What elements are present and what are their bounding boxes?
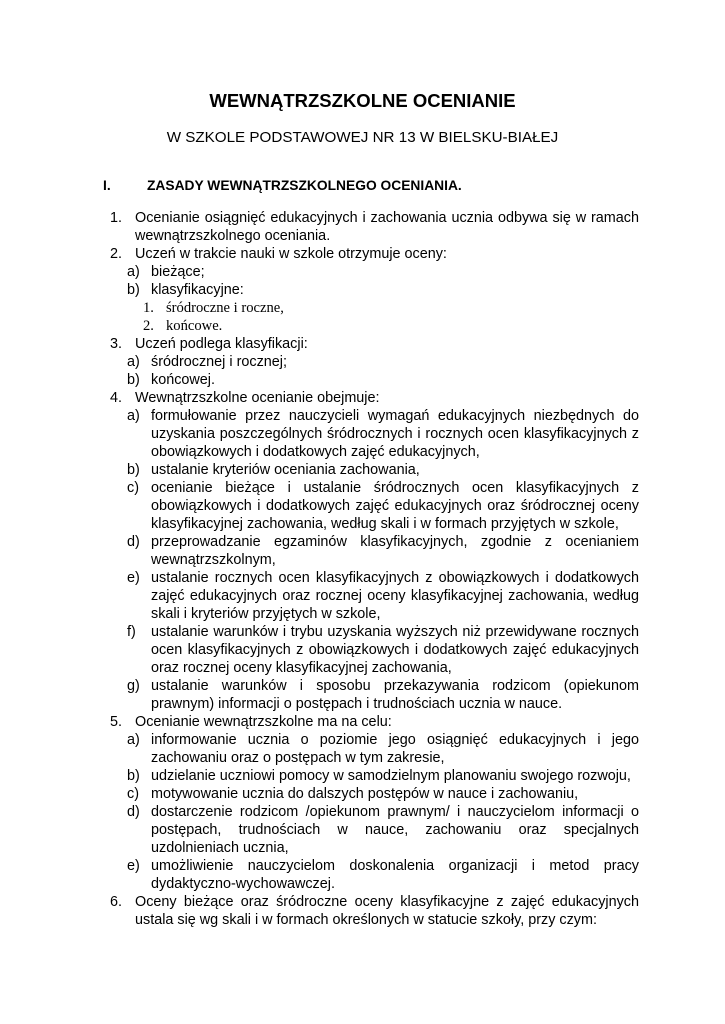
list-item bbox=[0, 677, 725, 713]
list-item-text: śródrocznej i rocznej; bbox=[151, 354, 287, 370]
list-item bbox=[0, 281, 725, 299]
document-body bbox=[0, 209, 725, 929]
list-item-text: ustalanie warunków i trybu uzyskania wyższych niż przewidywane rocznych ocen klasyfikacyjnych z obowiązkowych i dodatkowych zajęć edukacyjnych oraz rocznej oceny klasyfikacyjnej zachowania, bbox=[151, 624, 639, 676]
list-item bbox=[0, 713, 725, 731]
list-item-text: przeprowadzanie egzaminów klasyfikacyjnych, zgodnie z ocenianiem wewnątrzszkolnym, bbox=[151, 534, 639, 568]
list-item bbox=[0, 299, 725, 317]
list-item-text: ocenianie bieżące i ustalanie śródrocznych ocen klasyfikacyjnych z obowiązkowych i dodatkowych zajęć edukacyjnych oraz śródrocznej oceny klasyfikacyjnej zachowania, według skali i w formach przyjętych w szkole, bbox=[151, 480, 639, 532]
list-item-marker: 5. bbox=[110, 714, 123, 730]
list-item-text: Oceny bieżące oraz śródroczne oceny klasyfikacyjne z zajęć edukacyjnych ustala się wg skali i w formach określonych w statucie szkoły, przy czym: bbox=[135, 894, 639, 928]
list-item-text: bieżące; bbox=[151, 264, 205, 280]
list-item-marker: 6. bbox=[110, 894, 123, 910]
list-item-text: Uczeń podlega klasyfikacji: bbox=[135, 336, 308, 352]
list-item-text: ustalanie kryteriów oceniania zachowania, bbox=[151, 462, 420, 478]
list-item-marker: a) bbox=[127, 264, 140, 280]
list-item-text: informowanie ucznia o poziomie jego osiągnięć edukacyjnych i jego zachowaniu oraz o postępach w tym zakresie, bbox=[151, 732, 639, 766]
list-item bbox=[0, 461, 725, 479]
list-item-marker: 1. bbox=[143, 300, 154, 316]
list-item-marker: e) bbox=[127, 570, 140, 586]
list-item-marker: 2. bbox=[110, 246, 123, 262]
list-item-text: Wewnątrzszkolne ocenianie obejmuje: bbox=[135, 390, 380, 406]
list-item-text: Ocenianie osiągnięć edukacyjnych i zachowania ucznia odbywa się w ramach wewnątrzszkolnego oceniania. bbox=[135, 210, 639, 244]
list-item-marker: b) bbox=[127, 768, 140, 784]
list-item-text: Ocenianie wewnątrzszkolne ma na celu: bbox=[135, 714, 392, 730]
section-title: ZASADY WEWNĄTRZSZKOLNEGO OCENIANIA. bbox=[147, 178, 462, 193]
list-item bbox=[0, 371, 725, 389]
section-number: I. bbox=[103, 178, 111, 193]
list-item bbox=[0, 479, 725, 533]
list-item-marker: a) bbox=[127, 408, 140, 424]
list-item-text: końcowej. bbox=[151, 372, 215, 388]
list-item bbox=[0, 569, 725, 623]
list-item bbox=[0, 893, 725, 929]
list-item-marker: b) bbox=[127, 282, 140, 298]
list-item-marker: 1. bbox=[110, 210, 123, 226]
list-item bbox=[0, 767, 725, 785]
list-item-text: klasyfikacyjne: bbox=[151, 282, 244, 298]
document-subtitle: W SZKOLE PODSTAWOWEJ NR 13 W BIELSKU-BIAŁEJ bbox=[166, 129, 559, 146]
list-item-marker: c) bbox=[127, 480, 139, 496]
list-item-text: motywowanie ucznia do dalszych postępów w nauce i zachowaniu, bbox=[151, 786, 579, 802]
list-item-marker: 4. bbox=[110, 390, 123, 406]
list-item-marker: a) bbox=[127, 732, 140, 748]
list-item bbox=[0, 353, 725, 371]
list-item-text: ustalanie warunków i sposobu przekazywania rodzicom (opiekunom prawnym) informacji o postępach i trudnościach ucznia w nauce. bbox=[151, 678, 639, 712]
list-item bbox=[0, 803, 725, 857]
list-item-marker: b) bbox=[127, 462, 140, 478]
list-item-text: śródroczne i roczne, bbox=[166, 300, 284, 316]
list-item-marker: 3. bbox=[110, 336, 123, 352]
list-item bbox=[0, 857, 725, 893]
list-item-text: dostarczenie rodzicom /opiekunom prawnym/ i nauczycielom informacji o postępach, trudnościach w nauce, zachowaniu oraz specjalnych uzdolnieniach ucznia, bbox=[151, 804, 639, 856]
list-item-marker: b) bbox=[127, 372, 140, 388]
list-item-marker: e) bbox=[127, 858, 140, 874]
list-item-text: końcowe. bbox=[166, 318, 223, 334]
list-item-marker: d) bbox=[127, 804, 140, 820]
document-title: WEWNĄTRZSZKOLNE OCENIANIE bbox=[209, 90, 516, 111]
list-item bbox=[0, 731, 725, 767]
list-item-marker: d) bbox=[127, 534, 140, 550]
list-item-marker: g) bbox=[127, 678, 140, 694]
list-item-text: Uczeń w trakcie nauki w szkole otrzymuje oceny: bbox=[135, 246, 447, 262]
list-item-text: umożliwienie nauczycielom doskonalenia organizacji i metod pracy dydaktyczno-wychowawczej. bbox=[151, 858, 639, 892]
list-item bbox=[0, 389, 725, 407]
list-item-marker: c) bbox=[127, 786, 139, 802]
list-item bbox=[0, 335, 725, 353]
list-item-text: udzielanie uczniowi pomocy w samodzielnym planowaniu swojego rozwoju, bbox=[151, 768, 631, 784]
list-item-marker: 2. bbox=[143, 318, 154, 334]
list-item-marker: f) bbox=[127, 624, 136, 640]
list-item bbox=[0, 245, 725, 263]
list-item bbox=[0, 209, 725, 245]
list-item bbox=[0, 317, 725, 335]
list-item bbox=[0, 623, 725, 677]
list-item-text: ustalanie rocznych ocen klasyfikacyjnych z obowiązkowych i dodatkowych zajęć edukacyjnych oraz rocznej oceny klasyfikacyjnej zachowania, według skali i kryteriów przyjętych w szkole, bbox=[151, 570, 639, 622]
list-item bbox=[0, 785, 725, 803]
list-item-marker: a) bbox=[127, 354, 140, 370]
list-item bbox=[0, 407, 725, 461]
list-item bbox=[0, 263, 725, 281]
list-item-text: formułowanie przez nauczycieli wymagań edukacyjnych niezbędnych do uzyskania poszczególnych śródrocznych i rocznych ocen klasyfikacyjnych z obowiązkowych i dodatkowych zajęć edukacyjnych, bbox=[151, 408, 639, 460]
list-item bbox=[0, 533, 725, 569]
